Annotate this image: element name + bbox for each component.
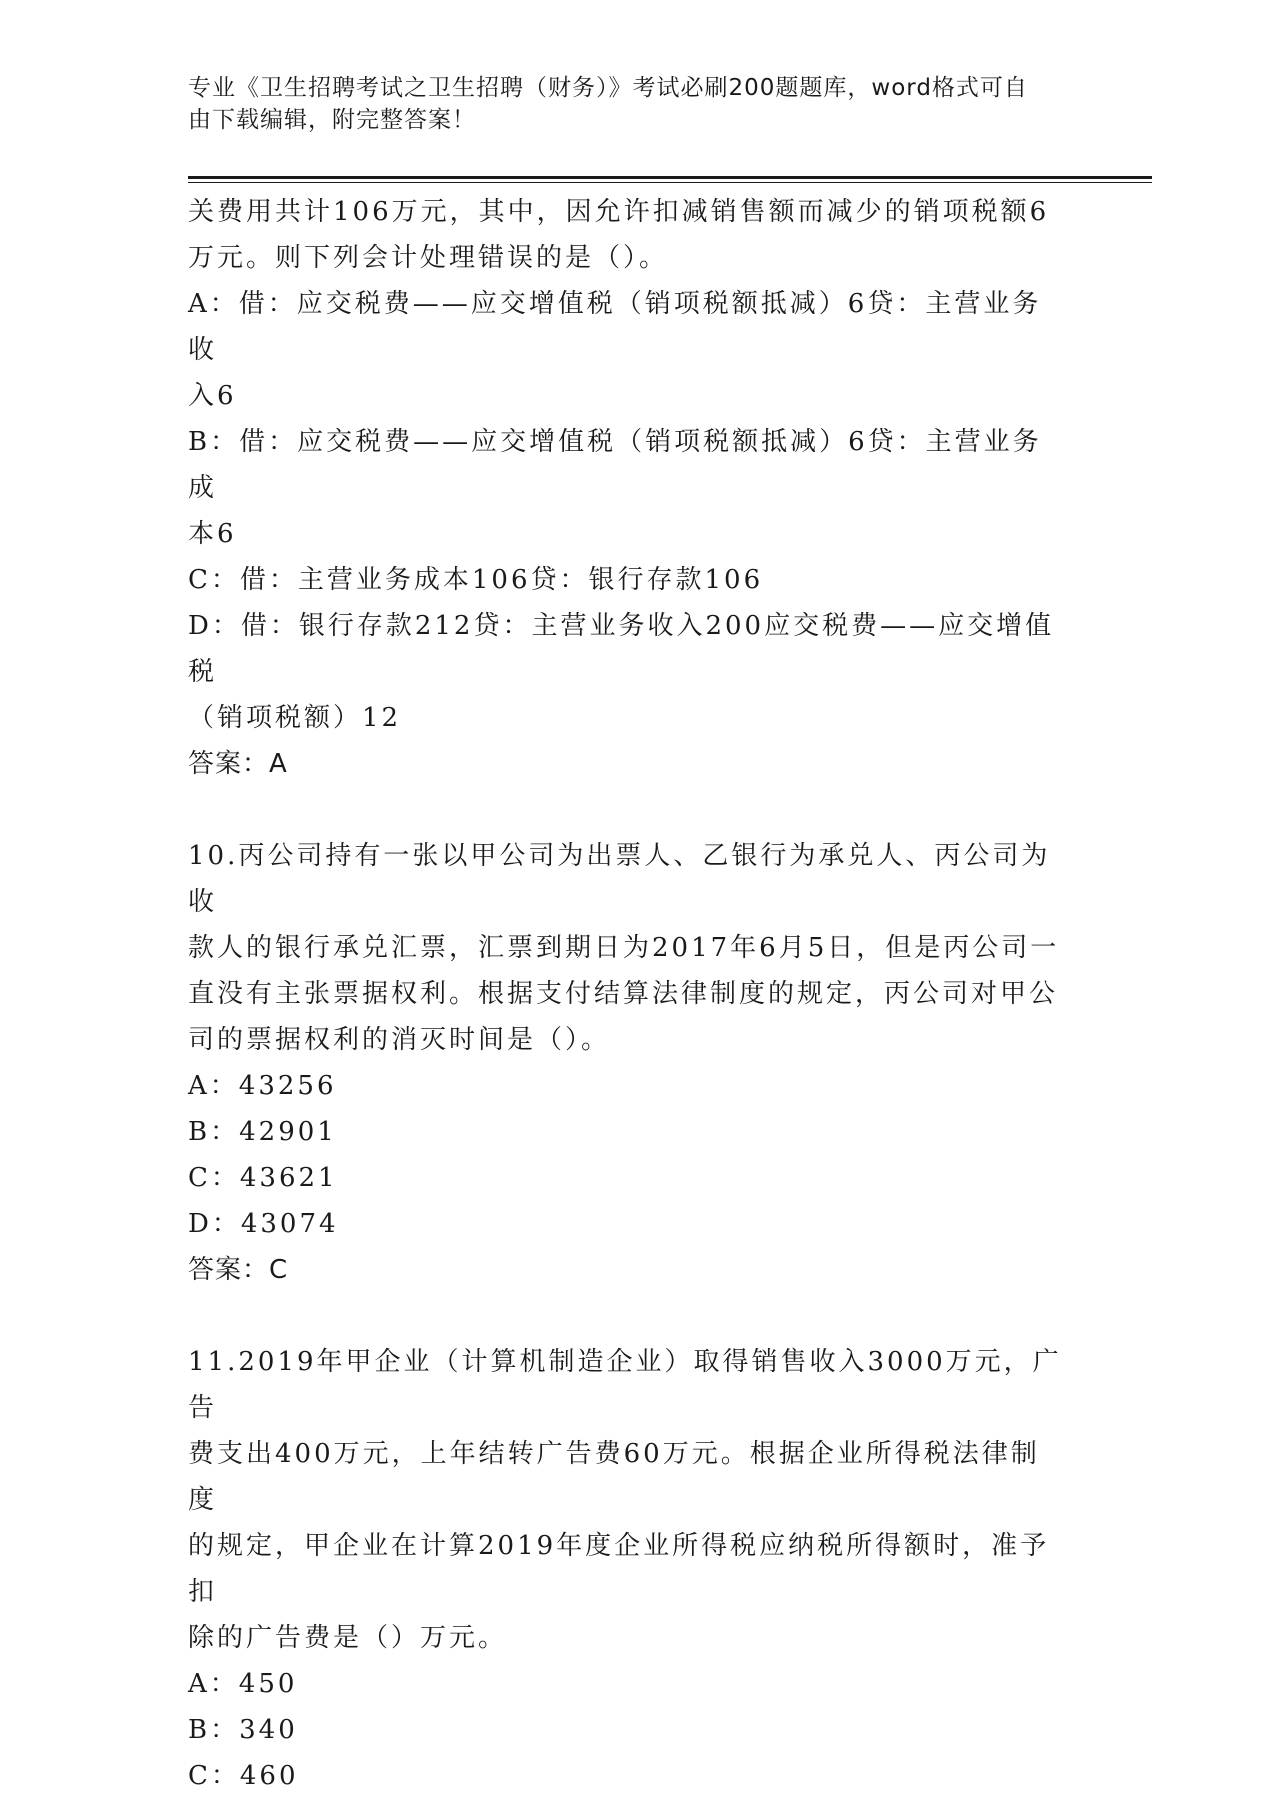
option-b-continued: 本6 (188, 519, 237, 549)
question-11 (188, 1339, 1068, 1799)
question-stem-line: 万元。则下列会计处理错误的是（）。 (188, 243, 669, 273)
option-c: C：43621 (188, 1163, 338, 1193)
spacer (188, 787, 1068, 833)
question-10 (188, 833, 1068, 1293)
option-d-continued: （销项税额）12 (188, 703, 402, 733)
question-stem-line: 司的票据权利的消灭时间是（）。 (188, 1025, 611, 1055)
header-line-1: 专业《卫生招聘考试之卫生招聘（财务）》考试必刷200题题库，word格式可自 (188, 75, 1028, 101)
option-d: D：借：银行存款212贷：主营业务收入200应交税费——应交增值税 (188, 611, 1055, 687)
option-b: B：340 (188, 1715, 298, 1745)
question-stem-line: 费支出400万元，上年结转广告费60万元。根据企业所得税法律制度 (188, 1439, 1040, 1515)
header-divider-thin (188, 182, 1152, 183)
header-divider-thick (188, 176, 1152, 179)
option-a: A：借：应交税费——应交增值税（销项税额抵减）6贷：主营业务收 (188, 289, 1042, 365)
option-a: A：450 (188, 1669, 298, 1699)
option-c: C：460 (188, 1761, 299, 1791)
document-header (188, 72, 1068, 136)
option-b: B：42901 (188, 1117, 337, 1147)
option-b: B：借：应交税费——应交增值税（销项税额抵减）6贷：主营业务成 (188, 427, 1042, 503)
question-stem-line: 除的广告费是（）万元。 (188, 1623, 508, 1653)
option-a: A：43256 (188, 1071, 337, 1101)
spacer (188, 1293, 1068, 1339)
question-stem-line: 直没有主张票据权利。根据支付结算法律制度的规定，丙公司对甲公 (188, 979, 1059, 1009)
question-stem-line: 10.丙公司持有一张以甲公司为出票人、乙银行为承兑人、丙公司为收 (188, 841, 1051, 917)
question-stem-line: 关费用共计106万元，其中，因允许扣减销售额而减少的销项税额6 (188, 197, 1050, 227)
answer-line: 答案：A (188, 749, 288, 779)
question-9 (188, 189, 1068, 787)
question-stem-line: 款人的银行承兑汇票，汇票到期日为2017年6月5日，但是丙公司一 (188, 933, 1060, 963)
header-line-2: 由下载编辑，附完整答案！ (188, 107, 476, 133)
question-stem-line: 11.2019年甲企业（计算机制造企业）取得销售收入3000万元，广告 (188, 1347, 1062, 1423)
option-a-continued: 入6 (188, 381, 237, 411)
question-stem-line: 的规定，甲企业在计算2019年度企业所得税应纳税所得额时，准予扣 (188, 1531, 1050, 1607)
document-body (188, 189, 1068, 1799)
option-c: C：借：主营业务成本106贷：银行存款106 (188, 565, 764, 595)
option-d: D：43074 (188, 1209, 339, 1239)
answer-line: 答案：C (188, 1255, 289, 1285)
